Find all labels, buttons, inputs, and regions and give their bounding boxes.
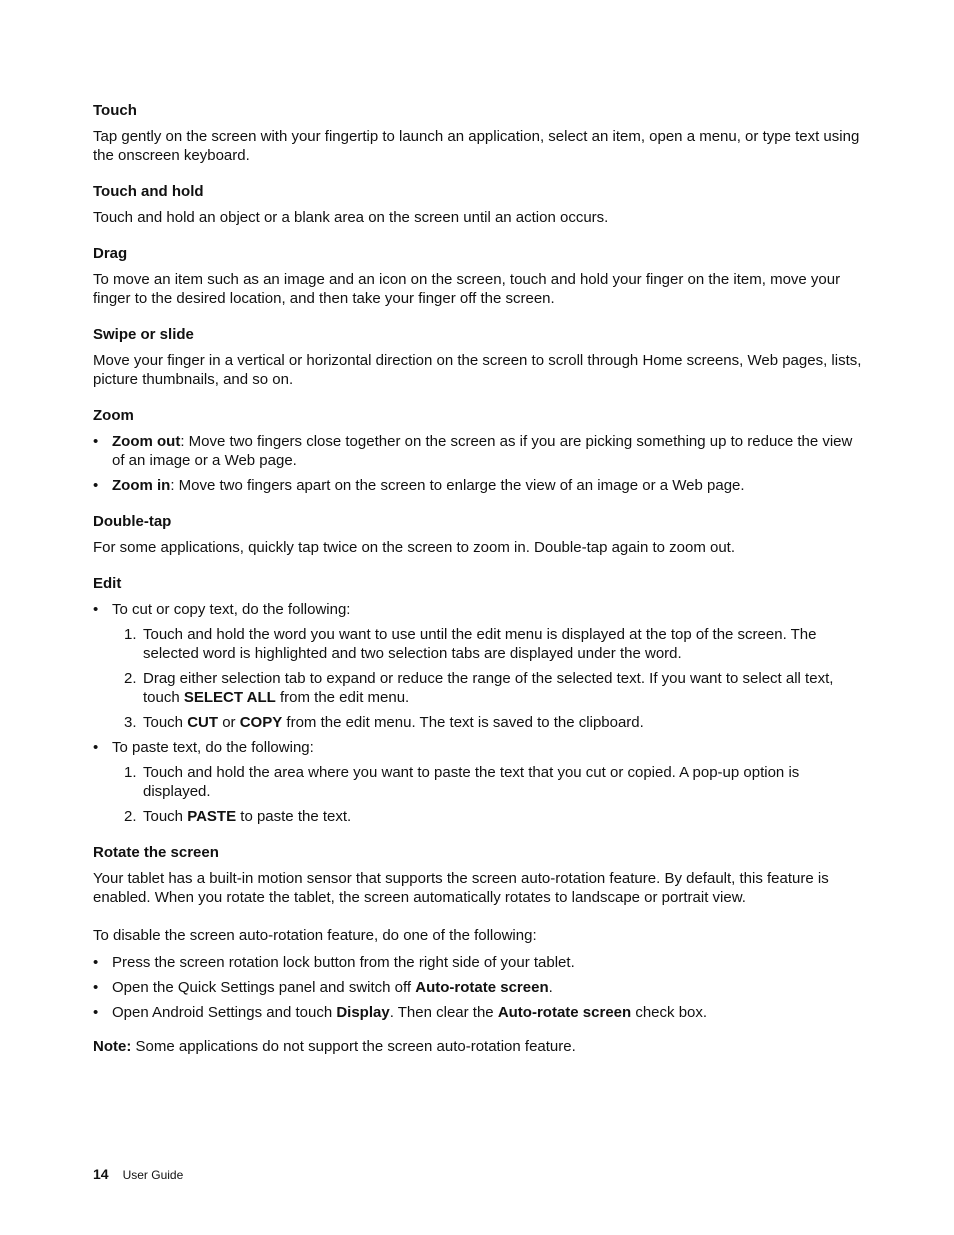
rotate-item-text: . [548, 979, 553, 996]
list-item [93, 978, 863, 997]
step-item [112, 625, 863, 663]
step-text: to paste the text. [236, 808, 352, 825]
step-item [112, 669, 863, 707]
paste-steps [112, 763, 863, 826]
paragraph-touch: Tap gently on the screen with your fingertip to launch an application, select an item, open a menu, or type text using the onscreen keyboard. [93, 128, 860, 164]
list-item [93, 953, 863, 972]
select-all-term: SELECT ALL [183, 689, 276, 706]
step-item [112, 807, 863, 826]
step-number: 3. [124, 714, 137, 731]
section-touch-and-hold [93, 182, 863, 227]
heading-double-tap: Double-tap [93, 513, 172, 530]
section-zoom [93, 406, 863, 495]
term-zoom-in: Zoom in [112, 477, 171, 494]
step-text: from the edit menu. [275, 689, 410, 706]
section-drag [93, 244, 863, 308]
heading-touch-and-hold: Touch and hold [93, 183, 204, 200]
copy-term: COPY [239, 714, 283, 731]
paste-intro: To paste text, do the following: [112, 739, 314, 756]
step-number: 1. [124, 764, 137, 781]
zoom-in-text: : Move two fingers apart on the screen to enlarge the view of an image or a Web page. [170, 477, 745, 494]
step-text: Touch [143, 808, 188, 825]
rotate-item-text: Open Android Settings and touch [112, 1004, 337, 1021]
note-label: Note: [93, 1038, 132, 1055]
paragraph-double-tap: For some applications, quickly tap twice on the screen to zoom in. Double-tap again to zoom out. [93, 539, 736, 556]
paragraph-swipe: Move your finger in a vertical or horizontal direction on the screen to scroll through Home screens, Web pages, lists, picture thumbnails, and so on. [93, 352, 862, 388]
step-text: or [218, 714, 240, 731]
step-item [112, 713, 863, 732]
list-item [93, 600, 863, 732]
page-number: 14 [93, 1166, 109, 1182]
paragraph-drag: To move an item such as an image and an icon on the screen, touch and hold your finger on the item, move your finger to the desired location, and then take your finger off the screen. [93, 271, 841, 307]
guide-label: User Guide [122, 1168, 184, 1182]
cut-term: CUT [187, 714, 219, 731]
rotate-item-text: Press the screen rotation lock button from the right side of your tablet. [112, 954, 575, 971]
step-text: from the edit menu. The text is saved to the clipboard. [282, 714, 644, 731]
page-footer [93, 1165, 183, 1185]
rotate-item-text: . Then clear the [389, 1004, 498, 1021]
heading-zoom: Zoom [93, 407, 134, 424]
display-term: Display [336, 1004, 390, 1021]
step-number: 2. [124, 670, 137, 687]
cut-copy-steps [112, 625, 863, 732]
auto-rotate-term: Auto-rotate screen [415, 979, 549, 996]
list-item [93, 432, 863, 470]
step-number: 2. [124, 808, 137, 825]
list-item [93, 476, 863, 495]
section-double-tap [93, 512, 863, 557]
step-item [112, 763, 863, 801]
heading-touch: Touch [93, 102, 137, 119]
heading-swipe: Swipe or slide [93, 326, 194, 343]
cut-copy-intro: To cut or copy text, do the following: [112, 601, 351, 618]
section-rotate [93, 843, 863, 1056]
note-text: Some applications do not support the screen auto-rotation feature. [131, 1038, 576, 1055]
step-text: Drag either selection tab to expand or reduce the range of the selected text. If you want to select all text, touch [143, 670, 834, 706]
zoom-out-text: : Move two fingers close together on the screen as if you are picking something up to reduce the view of an image or a Web page. [112, 433, 853, 469]
rotate-item-text: Open the Quick Settings panel and switch off [112, 979, 416, 996]
section-swipe [93, 325, 863, 389]
paragraph-disable-intro: To disable the screen auto-rotation feature, do one of the following: [93, 927, 537, 944]
heading-rotate: Rotate the screen [93, 844, 219, 861]
step-text: Touch [143, 714, 188, 731]
paragraph-rotate: Your tablet has a built-in motion sensor that supports the screen auto-rotation feature. By default, this feature is enabled. When you rotate the tablet, the screen automatically rotates to landscape or portrait view. [93, 870, 829, 906]
section-edit [93, 574, 863, 826]
term-zoom-out: Zoom out [112, 433, 181, 450]
edit-list [93, 600, 863, 826]
step-text: Touch and hold the word you want to use until the edit menu is displayed at the top of the screen. The selected word is highlighted and two selection tabs are displayed under the word. [143, 626, 817, 662]
rotate-list [93, 953, 863, 1022]
document-page [93, 101, 863, 1073]
heading-drag: Drag [93, 245, 128, 262]
paste-term: PASTE [187, 808, 237, 825]
zoom-list [93, 432, 863, 495]
section-touch [93, 101, 863, 165]
paragraph-touch-and-hold: Touch and hold an object or a blank area on the screen until an action occurs. [93, 209, 609, 226]
list-item [93, 1003, 863, 1022]
auto-rotate-term: Auto-rotate screen [497, 1004, 632, 1021]
step-text: Touch and hold the area where you want to paste the text that you cut or copied. A pop-up option is displayed. [143, 764, 800, 800]
list-item [93, 738, 863, 826]
heading-edit: Edit [93, 575, 122, 592]
step-number: 1. [124, 626, 137, 643]
note-paragraph [93, 1037, 863, 1056]
rotate-item-text: check box. [631, 1004, 708, 1021]
